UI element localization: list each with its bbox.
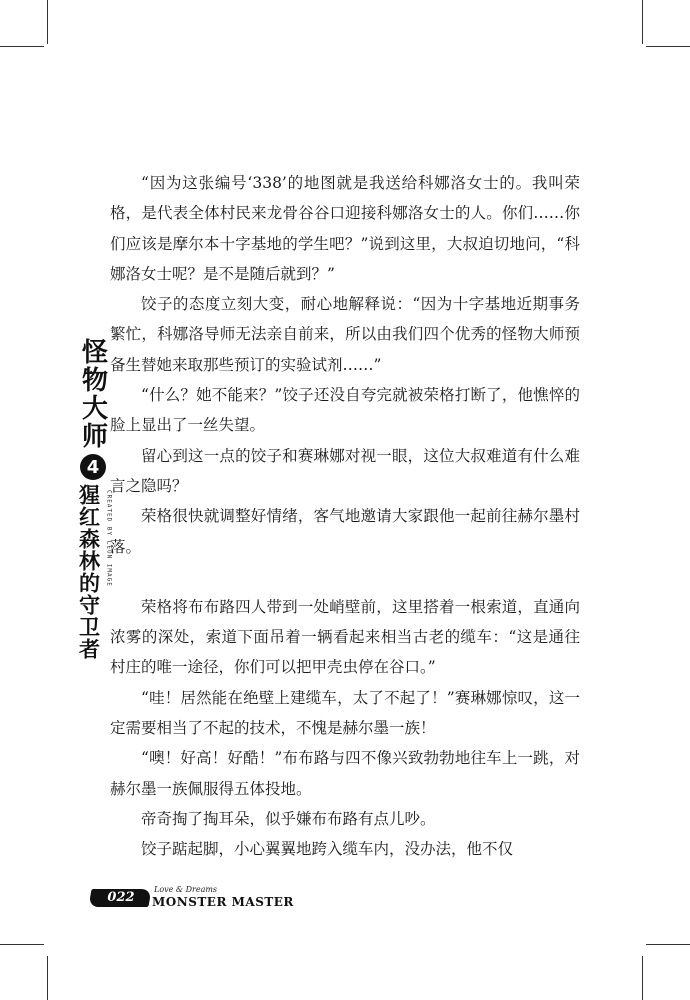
paragraph: “什么？她不能来？”饺子还没自夸完就被荣格打断了，他憔悴的脸上显出了一丝失望。 <box>110 386 580 435</box>
paragraph: 留心到这一点的饺子和赛琳娜对视一眼，这位大叔难道有什么难言之隐吗？ <box>110 446 580 495</box>
page-footer <box>90 883 310 913</box>
paragraph: 荣格将布布路四人带到一处峭壁前，这里搭着一根索道，直通向浓雾的深处，索道下面吊着一辆看起来相当古老的缆车：“这是通往村庄的唯一途径，你们可以把甲壳虫停在谷口。” <box>110 597 580 677</box>
paragraph: 帝奇掏了掏耳朵，似乎嫌布布路有点儿吵。 <box>141 809 436 828</box>
series-title: 怪物大师 <box>77 338 108 450</box>
crop-mark <box>642 956 643 1000</box>
running-title <box>76 338 113 660</box>
body-text <box>110 168 580 865</box>
crop-mark <box>0 46 44 47</box>
volume-number-badge: 4 <box>80 454 106 480</box>
volume-title: 猩红森林的守卫者 <box>76 484 101 660</box>
paragraph: “噢！好高！好酷！”布布路与四不像兴致勃勃地往车上一跳，对赫尔墨一族佩服得五体投地。 <box>110 749 580 798</box>
page-number: 022 <box>107 890 135 905</box>
brand-logo: MONSTER MASTER <box>152 895 294 909</box>
crop-mark <box>646 944 690 945</box>
paragraph: 饺子的态度立刻大变，耐心地解释说：“因为十字基地近期事务繁忙，科娜洛导师无法亲自前来，所以由我们四个优秀的怪物大师预备生替她来取那些预订的实验试剂……” <box>110 295 580 374</box>
brand-tagline: Love & Dreams <box>154 885 218 894</box>
crop-mark <box>0 944 44 945</box>
crop-mark <box>47 0 48 44</box>
crop-mark <box>47 956 48 1000</box>
paragraph: “哇！居然能在绝壁上建缆车，太了不起了！”赛琳娜惊叹，这一定需要相当了不起的技术，不愧是赫尔墨一族！ <box>110 688 580 738</box>
crop-mark <box>646 46 690 47</box>
paragraph: 饺子踮起脚，小心翼翼地跨入缆车内，没办法，他不仅 <box>141 840 514 859</box>
crop-mark <box>642 0 643 44</box>
paragraph: “因为这张编号‘338’的地图就是我送给科娜洛女士的。我叫荣格，是代表全体村民来龙骨谷谷口迎接科娜洛女士的人。你们……你们应该是摩尔本十字基地的学生吧？”说到这里，大叔迫切地问，“科娜洛女士呢？是不是随后就到？” <box>110 174 580 283</box>
credit-line: CREATED BY LEON IMAGE <box>105 490 113 587</box>
paragraph: 荣格很快就调整好情绪，客气地邀请大家跟他一起前往赫尔墨村落。 <box>110 507 580 556</box>
